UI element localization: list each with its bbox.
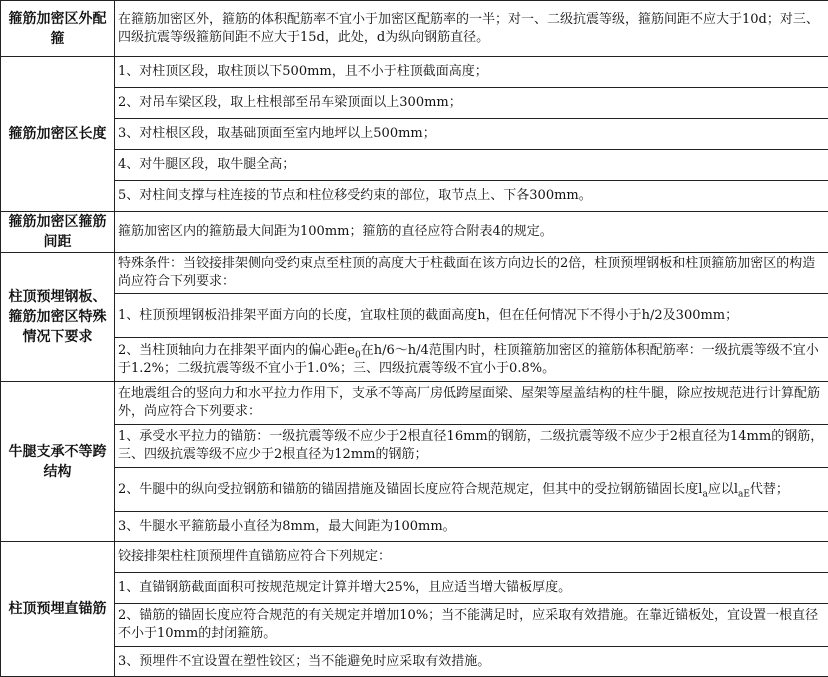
- table-row: [1, 542, 828, 573]
- row-header: 柱顶预埋直锚筋: [1, 542, 115, 677]
- row-content: 箍筋加密区内的箍筋最大间距为100mm；箍筋的直径应符合附表4的规定。: [115, 212, 828, 253]
- row-content: [115, 338, 828, 382]
- table-row: [1, 468, 828, 512]
- table-row: [1, 253, 828, 294]
- table-row: [1, 294, 828, 338]
- row-content: 1、对柱顶区段，取柱顶以下500mm，且不小于柱顶截面高度；: [115, 57, 828, 88]
- table-row: [1, 181, 828, 212]
- table-row: [1, 512, 828, 542]
- item-text: 在h/6～h/4范围内时，柱顶箍筋加密区的箍筋体积配筋率：一级抗震等级不宜小于1.2%；二级抗震等级不宜小于1.0%；三、四级抗震等级不宜小于0.8%。: [118, 343, 819, 376]
- subscript: 0: [355, 350, 361, 360]
- table-row: [1, 573, 828, 604]
- item-text: 2、牛腿中的纵向受拉钢筋和锚筋的锚固措施及锚固长度应符合规范规定，但其中的受拉钢筋锚固长度l: [118, 482, 702, 497]
- table-row: [1, 604, 828, 647]
- subscript: a: [702, 489, 707, 499]
- table-row: [1, 338, 828, 382]
- row-content: 在箍筋加密区外，箍筋的体积配筋率不宜小于加密区配筋率的一半；对一、二级抗震等级，箍筋间距不应大于10d；对三、四级抗震等级箍筋间距不应大于15d，此处，d为纵向钢筋直径。: [115, 1, 828, 57]
- table-row: [1, 425, 828, 468]
- row-content: 铰接排架柱柱顶预埋件直锚筋应符合下列规定：: [115, 542, 828, 573]
- row-content: 2、对吊车梁区段，取上柱根部至吊车梁顶面以上300mm；: [115, 88, 828, 119]
- row-content: 2、锚筋的锚固长度应符合规范的有关规定并增加10%；当不能满足时，应采取有效措施。在靠近锚板处，宜设置一根直径不小于10mm的封闭箍筋。: [115, 604, 828, 647]
- table-row: [1, 119, 828, 150]
- table-row: [1, 212, 828, 253]
- row-content: 3、对柱根区段，取基础顶面至室内地坪以上500mm；: [115, 119, 828, 150]
- row-content: 1、承受水平拉力的锚筋：一级抗震等级不应少于2根直径16mm的钢筋，二级抗震等级不应少于2根直径为14mm的钢筋，三、四级抗震等级不应少于2根直径为12mm的钢筋；: [115, 425, 828, 468]
- row-content: [115, 468, 828, 512]
- row-content: 5、对柱间支撑与柱连接的节点和柱位移受约束的部位，取节点上、下各300mm。: [115, 181, 828, 212]
- row-header: 柱顶预埋钢板、箍筋加密区特殊情况下要求: [1, 253, 115, 382]
- table-row: [1, 150, 828, 181]
- subscript: aE: [738, 489, 750, 499]
- row-content: 1、直锚钢筋截面面积可按规范规定计算并增大25%，且应适当增大锚板厚度。: [115, 573, 828, 604]
- row-content: 在地震组合的竖向力和水平拉力作用下，支承不等高厂房低跨屋面梁、屋架等屋盖结构的柱牛腿，除应按规范进行计算配筋外，尚应符合下列要求：: [115, 382, 828, 425]
- table-row: [1, 382, 828, 425]
- table-row: [1, 57, 828, 88]
- row-content: 1、柱顶预埋钢板沿排架平面方向的长度，宜取柱顶的截面高度h，但在任何情况下不得小于h/2及300mm；: [115, 294, 828, 338]
- row-content: 3、牛腿水平箍筋最小直径为8mm，最大间距为100mm。: [115, 512, 828, 542]
- row-content: 3、预埋件不宜设置在塑性铰区；当不能避免时应采取有效措施。: [115, 647, 828, 677]
- row-header: 牛腿支承不等跨结构: [1, 382, 115, 542]
- row-header: 箍筋加密区长度: [1, 57, 115, 212]
- row-content: 4、对牛腿区段，取牛腿全高；: [115, 150, 828, 181]
- row-content: 特殊条件：当铰接排架侧向受约束点至柱顶的高度大于柱截面在该方向边长的2倍，柱顶预埋钢板和柱顶箍筋加密区的构造尚应符合下列要求：: [115, 253, 828, 294]
- item-text: 2、当柱顶轴向力在排架平面内的偏心距e: [118, 343, 355, 358]
- table-row: [1, 88, 828, 119]
- item-text: 代替；: [750, 482, 789, 497]
- table-row: [1, 1, 828, 57]
- row-header: 箍筋加密区箍筋间距: [1, 212, 115, 253]
- item-text: 应以l: [708, 482, 738, 497]
- row-header: 箍筋加密区外配箍: [1, 1, 115, 57]
- table-row: [1, 647, 828, 677]
